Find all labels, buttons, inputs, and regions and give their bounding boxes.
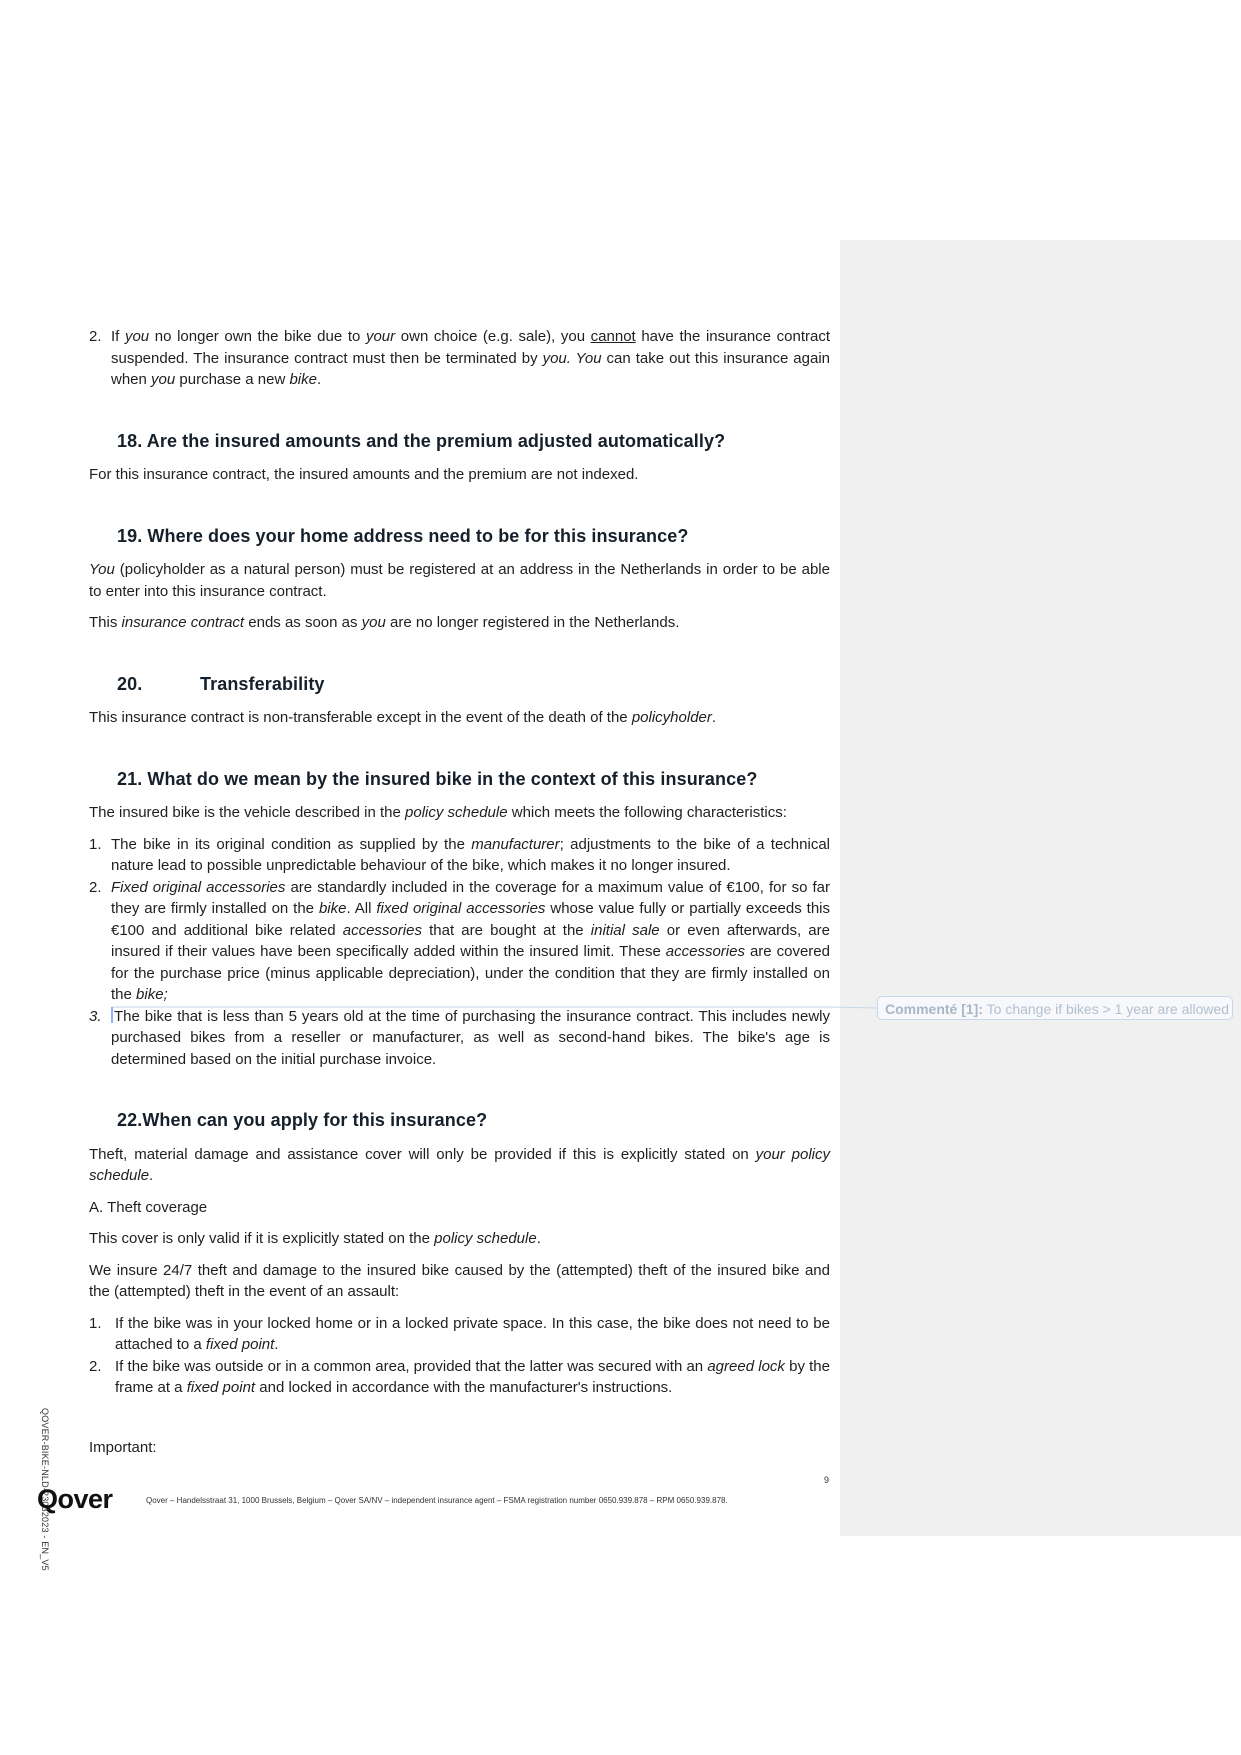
paragraph bbox=[89, 802, 830, 824]
text-underline: cannot bbox=[590, 328, 636, 345]
text-run: If the bike was in your locked home or in a locked private space. In this case, the bike does not need to be attached to a bbox=[115, 1314, 830, 1353]
text-italic: fixed original accessories bbox=[376, 900, 546, 917]
text-italic: you. You bbox=[542, 349, 602, 367]
text-run: . bbox=[149, 1167, 154, 1184]
text-italic: agreed lock bbox=[707, 1357, 785, 1375]
document-reference: QOVER-BIKE-NLD-23032023 - EN_V5 bbox=[40, 1408, 50, 1571]
page-number: 9 bbox=[824, 1475, 830, 1485]
text-italic: Fixed original accessories bbox=[111, 878, 286, 896]
text-run: are covered for the purchase price (minus applicable depreciation), under the condition that they are firmly installed on the bbox=[111, 943, 830, 1003]
text-italic: accessories bbox=[342, 921, 422, 939]
text-run: ends as soon as bbox=[244, 614, 362, 631]
text-italic: bike bbox=[289, 371, 317, 388]
text-run: can take out this insurance again when bbox=[111, 349, 830, 388]
document-body bbox=[89, 326, 830, 1468]
qover-logo: Qover bbox=[37, 1484, 113, 1514]
text-run: that are bought at the bbox=[421, 921, 591, 939]
subheading-theft: A. Theft coverage bbox=[89, 1198, 208, 1216]
heading-number: 20. bbox=[117, 673, 143, 694]
list-number: 1. bbox=[89, 1314, 102, 1332]
text-run: . All bbox=[346, 900, 377, 917]
text-italic: your policy schedule bbox=[89, 1145, 830, 1184]
list-number: 3. bbox=[89, 1007, 102, 1025]
text-run: or even afterwards, are insured if their values have been specifically added within the insured limit. These bbox=[111, 921, 830, 960]
text-italic: bike bbox=[318, 900, 347, 917]
text-italic: policy schedule bbox=[434, 1230, 537, 1247]
text-italic: bike; bbox=[136, 986, 168, 1003]
text-run: If the bike was outside or in a common area, provided that the latter was secured with an bbox=[115, 1357, 708, 1375]
text-run: are no longer registered in the Netherlands. bbox=[385, 614, 680, 631]
comment-balloon[interactable] bbox=[877, 996, 1233, 1020]
list-theft-conditions bbox=[89, 1313, 830, 1399]
text-run: (policyholder as a natural person) must be registered at an address in the Netherlands in order to be able to enter into this insurance contract. bbox=[89, 561, 830, 600]
heading-text: Transferability bbox=[200, 673, 325, 694]
text-run: . bbox=[536, 1230, 541, 1247]
list-item bbox=[89, 877, 830, 1006]
text-run: no longer own the bike due to bbox=[149, 328, 366, 345]
text-run: If bbox=[111, 328, 125, 345]
comment-pane bbox=[840, 240, 1241, 1536]
list-item bbox=[89, 1006, 830, 1071]
text-run: The insured bike is the vehicle described in the bbox=[89, 804, 406, 821]
text-italic: fixed point bbox=[186, 1379, 256, 1396]
text-run: and locked in accordance with the manufacturer's instructions. bbox=[255, 1379, 673, 1396]
text-italic: you bbox=[124, 328, 150, 345]
comment-label: Commenté [1]: bbox=[885, 1001, 984, 1017]
text-run: which meets the following characteristics: bbox=[507, 804, 787, 821]
text-italic: insurance contract bbox=[121, 614, 245, 631]
text-run: This cover is only valid if it is explicitly stated on the bbox=[89, 1230, 435, 1247]
paragraph bbox=[89, 1228, 830, 1250]
paragraph: For this insurance contract, the insured amounts and the premium are not indexed. bbox=[89, 466, 639, 483]
text-run: whose value fully or partially exceeds this €100 and additional bike related bbox=[111, 900, 831, 939]
text-run: . bbox=[711, 709, 717, 726]
text-run: . bbox=[317, 371, 322, 388]
text-run: ; adjustments to the bike of a technical nature lead to possible unpredictable behaviour of the bike, which makes it no longer insured. bbox=[111, 835, 830, 874]
list-number: 2. bbox=[89, 1357, 102, 1375]
heading-21: 21. What do we mean by the insured bike in the context of this insurance? bbox=[117, 768, 758, 789]
heading-18: 18. Are the insured amounts and the premium adjusted automatically? bbox=[117, 430, 726, 451]
paragraph bbox=[89, 707, 830, 729]
text-run: by the frame at a bbox=[115, 1357, 830, 1396]
text-italic: accessories bbox=[665, 943, 745, 960]
list-item bbox=[89, 326, 830, 391]
text-run: have the insurance contract suspended. The insurance contract must then be terminated by bbox=[111, 328, 830, 367]
paragraph: We insure 24/7 theft and damage to the insured bike caused by the (attempted) theft of the insured bike and the (attempted) theft in the event of an assault: bbox=[89, 1261, 830, 1300]
footer-text: Qover – Handelsstraat 31, 1000 Brussels, Belgium – Qover SA/NV – independent insurance agent – FSMA registration number 0650.939.878 – RPM 0650.939.878. bbox=[146, 1496, 728, 1505]
text-italic: you bbox=[361, 614, 386, 631]
text-italic: policy schedule bbox=[405, 804, 508, 821]
text-run: This bbox=[89, 614, 122, 631]
text-italic: policyholder bbox=[631, 709, 712, 726]
list-item bbox=[89, 834, 830, 877]
list-characteristics bbox=[89, 834, 830, 1071]
text-run: purchase a new bbox=[175, 371, 290, 388]
list-number: 2. bbox=[89, 328, 102, 345]
text-italic: manufacturer bbox=[471, 835, 560, 853]
list-number: 1. bbox=[89, 835, 102, 853]
text-run: Theft, material damage and assistance cover will only be provided if this is explicitly stated on bbox=[89, 1145, 756, 1163]
text-run-commented[interactable]: The bike that is less than 5 years old at the time of purchasing the insurance contract. This includes newly purchased bikes from a reseller or manufacturer, as well as second-hand bikes. The bike's age is determined based on the initial purchase invoice. bbox=[111, 1007, 830, 1068]
text-italic: You bbox=[89, 561, 115, 578]
text-run: This insurance contract is non-transferable except in the event of the death of the bbox=[89, 709, 632, 726]
list-item2 bbox=[89, 326, 830, 391]
text-italic: your bbox=[365, 328, 396, 345]
text-run: The bike in its original condition as supplied by the bbox=[111, 835, 472, 853]
text-run: . bbox=[274, 1336, 279, 1353]
heading-20 bbox=[117, 674, 830, 696]
text-italic: fixed point bbox=[205, 1336, 275, 1353]
comment-text: To change if bikes > 1 year are allowed bbox=[983, 1001, 1230, 1017]
list-item bbox=[89, 1356, 830, 1399]
text-cursor bbox=[111, 1007, 113, 1023]
text-italic: initial sale bbox=[590, 921, 660, 939]
paragraph bbox=[89, 1144, 830, 1187]
paragraph-important: Important: bbox=[89, 1438, 157, 1456]
heading-22: 22.When can you apply for this insurance? bbox=[117, 1110, 488, 1130]
paragraph bbox=[89, 559, 830, 602]
text-italic: you bbox=[151, 371, 176, 388]
text-run: own choice (e.g. sale), you bbox=[395, 328, 591, 345]
list-number: 2. bbox=[89, 878, 102, 896]
paragraph bbox=[89, 612, 830, 634]
text-run: are standardly included in the coverage for a maximum value of €100, for so far they are firmly installed on the bbox=[111, 878, 830, 917]
list-item bbox=[89, 1313, 830, 1356]
heading-19: 19. Where does your home address need to be for this insurance? bbox=[117, 525, 689, 546]
